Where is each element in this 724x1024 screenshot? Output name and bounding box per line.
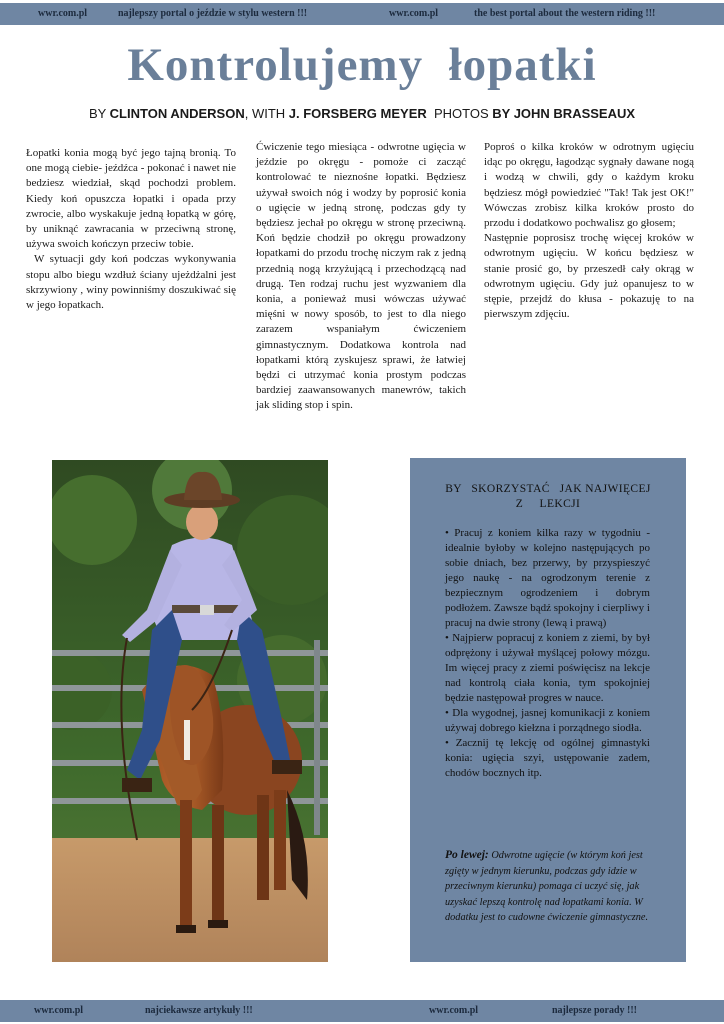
byline-coauthor: J. FORSBERG MEYER xyxy=(288,106,427,121)
article-column-1 xyxy=(26,146,236,313)
footer-band xyxy=(0,1000,724,1022)
tips-sidebar xyxy=(410,458,686,962)
header-tagline-pl: najlepszy portal o jeździe w stylu western !!! xyxy=(118,8,308,19)
article-byline xyxy=(0,106,724,121)
byline-author: CLINTON ANDERSON xyxy=(109,106,245,121)
header-band xyxy=(0,3,724,25)
column3-paragraph-2: Następnie poprosisz trochę więcej kroków w odwrotnym ugięciu. W końcu będziesz w stanie prosić go, by przeszedł cały okrąg w odwrotnym ugięciu. Gdy już opanujesz to w stępie, przejdź do kłusa - pokazuję to na pierwszym zdjęciu. xyxy=(484,232,694,321)
sidebar-tip-1: • Pracuj z koniem kilka razy w tygodniu - idealnie byłoby w kolejno następujących po sobie dniach, bez przerwy, by przyspieszyć jego naukę - na ogrodzonym terenie z bezpiecznym ogrodzeniem i dobrym podłożem. Zawsze bądź spokojny i cierpliwy i pracuj na dwie strony (lewą i prawą) xyxy=(445,527,650,629)
sidebar-tip-3: • Dla wygodnej, jasnej komunikacji z koniem używaj dobrego kiełzna i porządnego siodła. xyxy=(445,707,650,734)
article-column-3 xyxy=(484,140,694,322)
sidebar-heading-line-1: BY SKORZYSTAĆ JAK NAJWIĘCEJ xyxy=(445,483,651,495)
cowboy-on-horse-photo xyxy=(52,460,328,962)
sidebar-heading xyxy=(430,482,666,512)
footer-site-link[interactable]: wwr.com.pl xyxy=(34,1005,84,1016)
footer-tagline-articles: najciekawsze artykuły !!! xyxy=(145,1005,253,1016)
byline-photos: PHOTOS xyxy=(426,106,493,121)
byline-by2: BY xyxy=(492,106,514,121)
footer-tagline-advice: najlepsze porady !!! xyxy=(552,1005,637,1016)
sidebar-tip-4: • Zacznij tę lekcję od ogólnej gimnastyki konia: ugięcia szyi, ustępowanie zadem, chodów bocznych itp. xyxy=(445,737,650,779)
column3-paragraph-1: Poproś o kilka kroków w odrotnym ugięciu idąc po okręgu, łagodząc sygnały dawane nogą i wodzą w chwili, gdy o każdym kroku będziesz mógł powiedzieć "Tak! Tak jest OK!" Wówczas zrobisz kilka kroków prosto do przodu i dodatkowo pochwalisz go głosem; xyxy=(484,141,694,230)
photo-caption xyxy=(445,848,651,926)
byline-with: , WITH xyxy=(244,106,289,121)
column1-paragraph-1: Łopatki konia mogą być jego tajną bronią. To one mogą ciebie- jeźdźca - pokonać i nawet nie bedziesz wiedział, skąd pochodzi problem. Kiedy koń opuszcza łopatki i opada przy zwrocie, albo wyskakuje jedną łopatką w górę, by uniknąć zawracania w przeciwną stronę, używa swoich kończyn przeciw tobie. xyxy=(26,147,236,251)
sidebar-tip-2: • Najpierw popracuj z koniem z ziemi, by był odprężony i używał myślącej połowy mózgu. Im więcej pracy z ziemi poświęcisz na lekcje nad kontrolą ciała konia, tym spokojniej będzie następował progres w nauce. xyxy=(445,632,650,704)
caption-text: Odwrotne ugięcie (w którym koń jest zgięty w jednym kierunku, podczas gdy idzie w przeciwnym kierunku) pomaga ci uczyć się, jak uzyskać lepszą kontrolę nad łopatkami konia. W dodatku jest to cudowne ćwiczenie gimnastyczne. xyxy=(445,850,649,923)
caption-label: Po lewej: xyxy=(445,849,489,861)
header-site-link[interactable]: wwr.com.pl xyxy=(38,8,88,19)
article-column-2 xyxy=(256,140,466,414)
sidebar-heading-line-2: Z LEKCJI xyxy=(515,498,581,510)
article-title: Kontrolujemy łopatki xyxy=(127,39,597,91)
column2-paragraph-1: Ćwiczenie tego miesiąca - odwrotne ugięcia w jeździe po okręgu - pomoże ci zacząć kontrolować te nieznośne łopatki. Będziesz używał swoich nóg i wodzy by poprosić konia o ugięcie w jedną stronę, podczas gdy ty będziesz jechał po okręgu w stronę przeciwną. Koń będzie chodził po okręgu prowadzony łopatkami do przodu trochę niczym rak z jedną przednią nogą krzyżującą i przechodzącą nad drugą. Ten rodzaj ruchu jest wyzwaniem dla konia, a ponieważ musi wówczas używać mięśni w nowy sposób, to jest to dla niego zarazem wspaniałym ćwiczeniem gimnastycznym. Dodatkowa kontrola nad łopatkami którą zyskujesz sprawi, że łatwiej będzi ci utrzymać konia prostym podczas bardziej zaawansowanych manewrów, takich jak sliding stop i spin. xyxy=(256,141,466,412)
column1-paragraph-2: W sytuacji gdy koń podczas wykonywania stopu albo biegu wzdłuż ściany ujeżdżalni jest skrzywiony , winy powinniśmy doszukiwać się w jego łopatkach. xyxy=(26,253,236,312)
byline-by: BY xyxy=(88,106,110,121)
sidebar-tips xyxy=(445,526,650,781)
header-tagline-en: the best portal about the western riding !!! xyxy=(474,8,656,19)
byline-photographer: JOHN BRASSEAUX xyxy=(513,106,636,121)
footer-site-link-2[interactable]: wwr.com.pl xyxy=(429,1005,479,1016)
header-site-link-2[interactable]: wwr.com.pl xyxy=(389,8,439,19)
